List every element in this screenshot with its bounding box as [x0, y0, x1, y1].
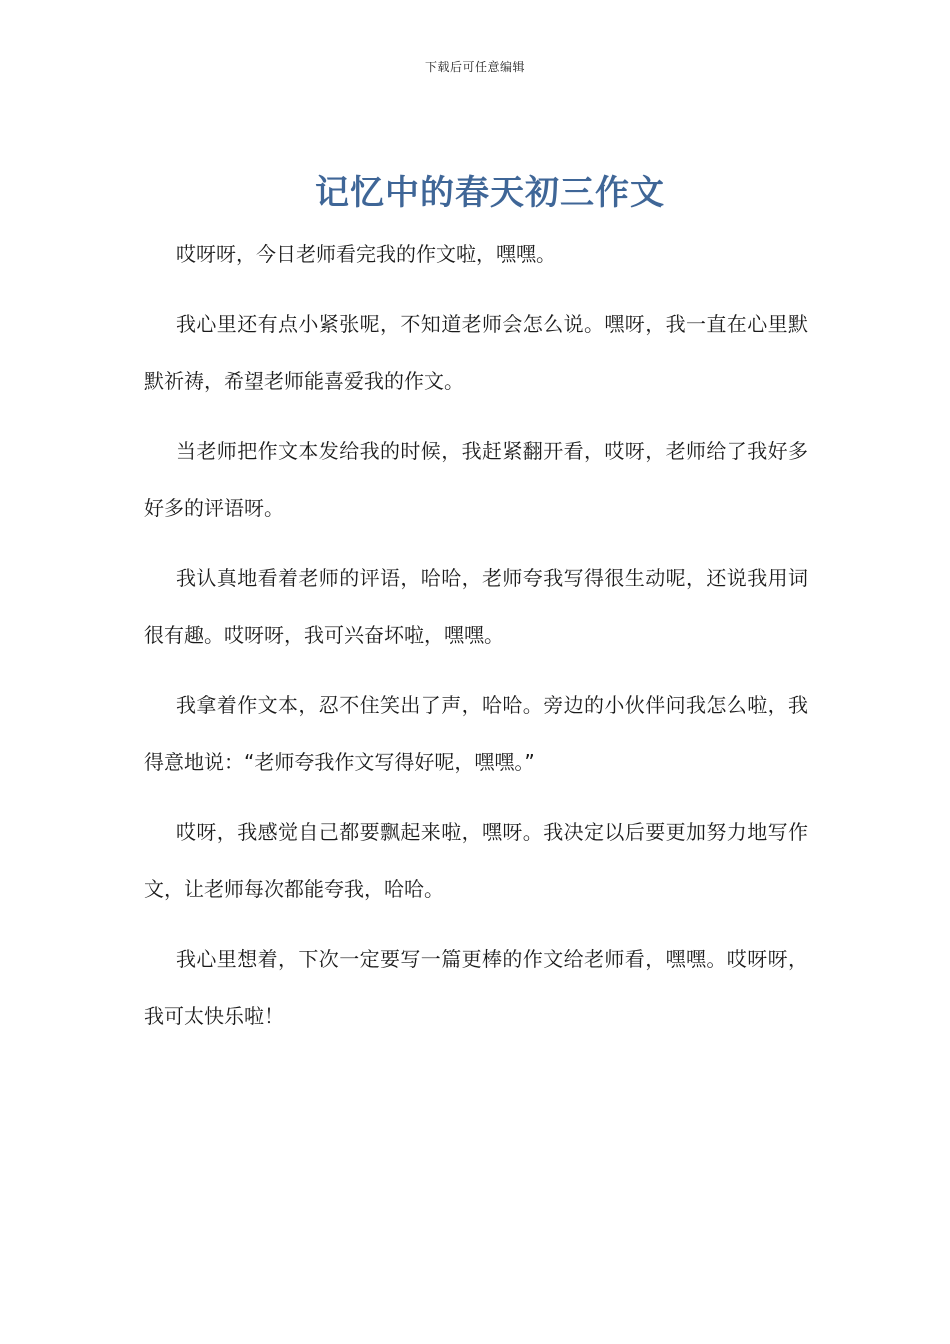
paragraph-4: 我认真地看着老师的评语，哈哈，老师夸我写得很生动呢，还说我用词很有趣。哎呀呀，我可兴奋坏啦，嘿嘿。 [144, 566, 808, 647]
document-title: 记忆中的春天初三作文 [315, 173, 665, 213]
paragraph-6: 哎呀，我感觉自己都要飘起来啦，嘿呀。我决定以后要更加努力地写作文，让老师每次都能夸我，哈哈。 [144, 820, 808, 901]
paragraph-7: 我心里想着，下次一定要写一篇更棒的作文给老师看，嘿嘿。哎呀呀，我可太快乐啦！ [144, 947, 808, 1028]
paragraph-1: 哎呀呀，今日老师看完我的作文啦，嘿嘿。 [176, 242, 556, 266]
header-note: 下载后可任意编辑 [424, 60, 525, 74]
paragraph-5: 我拿着作文本，忍不住笑出了声，哈哈。旁边的小伙伴问我怎么啦，我得意地说：“老师夸我作文写得好呢，嘿嘿。” [144, 693, 808, 774]
paragraph-2: 我心里还有点小紧张呢，不知道老师会怎么说。嘿呀，我一直在心里默默祈祷，希望老师能喜爱我的作文。 [144, 312, 808, 393]
paragraph-3: 当老师把作文本发给我的时候，我赶紧翻开看，哎呀，老师给了我好多好多的评语呀。 [144, 439, 808, 520]
document-body [144, 226, 808, 1058]
